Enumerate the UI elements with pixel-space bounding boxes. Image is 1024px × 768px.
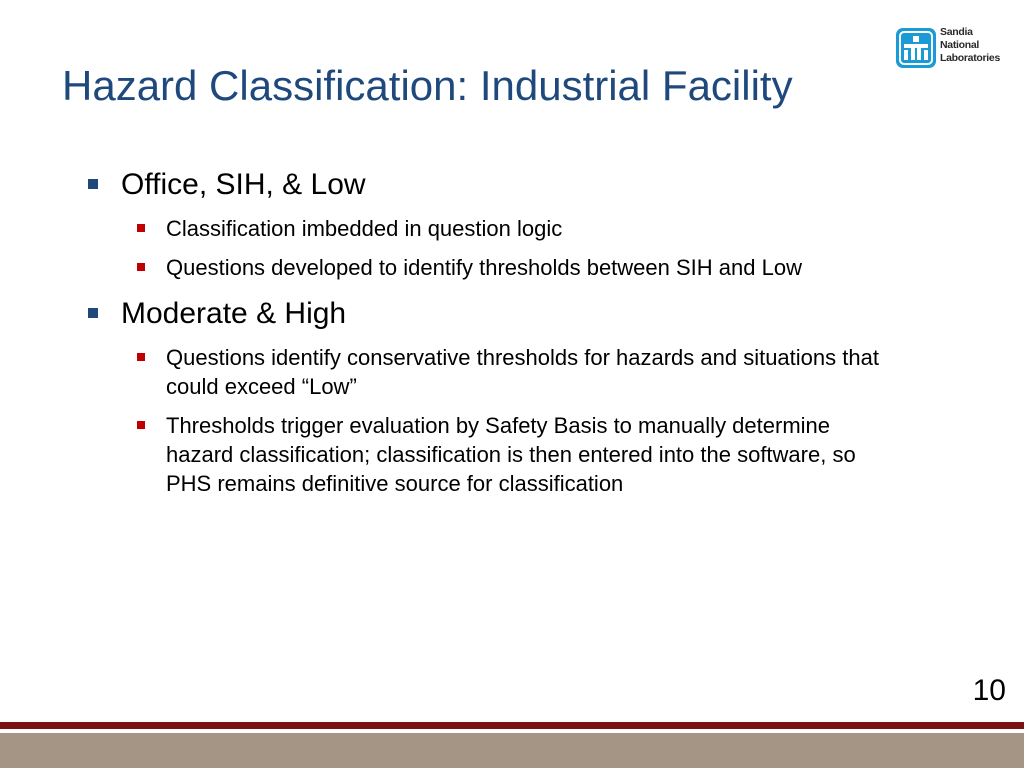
square-bullet-icon [137,353,145,361]
sandia-logo [896,26,1008,72]
slide-title: Hazard Classification: Industrial Facility [62,62,793,109]
square-bullet-icon [137,224,145,232]
logo-line-1: Sandia [940,26,973,38]
footer-band-red [0,722,1024,729]
square-bullet-icon [88,308,98,318]
bullet-level2-item [129,343,894,401]
bullet-list [84,166,894,498]
bullet-text: Classification imbedded in question logic [166,216,563,241]
page-number: 10 [972,674,1006,707]
footer-band-tan [0,733,1024,768]
logo-line-3: Laboratories [940,52,1000,64]
logo-wordmark [940,26,1006,65]
bullet-text: Moderate & High [121,297,347,330]
bullet-level1-moderate-high [84,295,894,333]
square-bullet-icon [137,421,145,429]
sandia-thunderbird-icon [896,28,936,68]
square-bullet-icon [137,263,145,271]
bullet-level2-item [129,214,894,243]
bullet-text: Questions developed to identify thresholds between SIH and Low [166,255,802,280]
square-bullet-icon [88,179,98,189]
bullet-text: Questions identify conservative thresholds for hazards and situations that could exceed “Low” [166,345,879,399]
bullet-level1-office-sih-low [84,166,894,204]
bullet-level2-item [129,411,894,498]
logo-line-2: National [940,39,980,51]
bullet-text: Office, SIH, & Low [121,168,366,201]
bullet-text: Thresholds trigger evaluation by Safety Basis to manually determine hazard classification; classification is then entered into the software, so PHS remains definitive source for classification [166,413,856,496]
bullet-level2-item [129,253,894,282]
